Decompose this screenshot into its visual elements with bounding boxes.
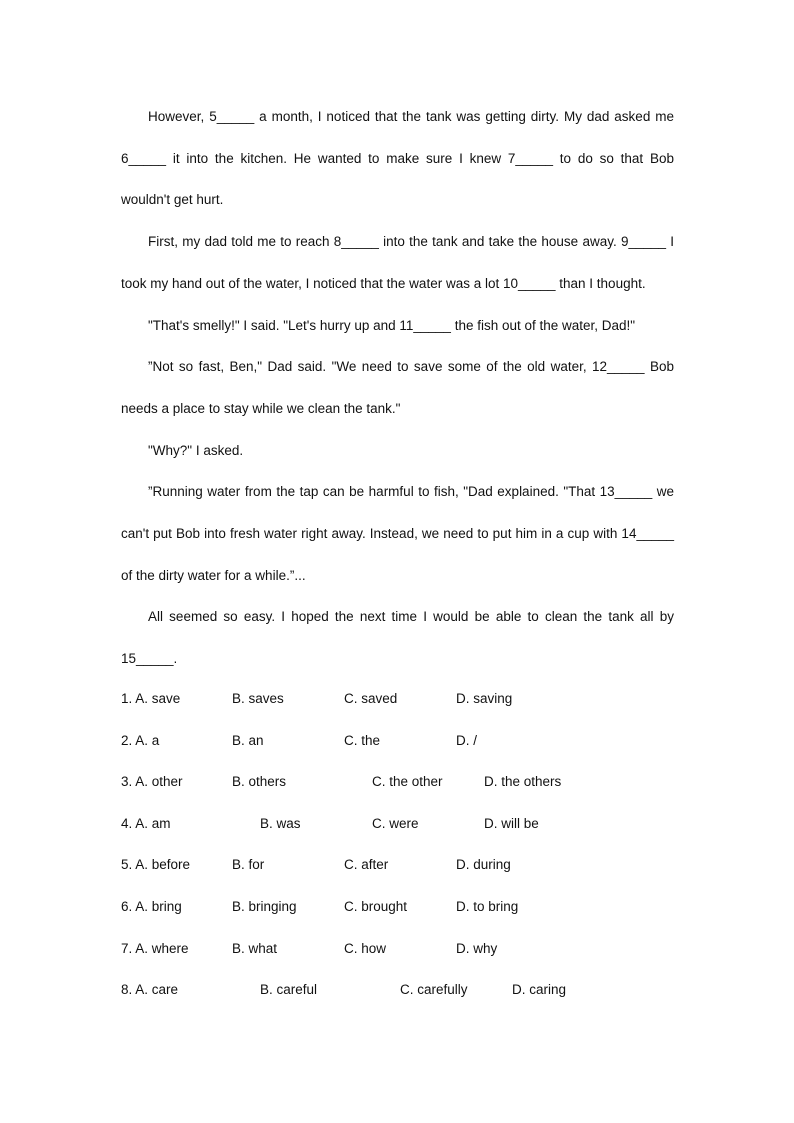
option-b: B. for [232, 857, 265, 873]
answer-options [121, 678, 681, 1011]
paragraph-3: "That's smelly!" I said. "Let's hurry up and 11_____ the fish out of the water, Dad!" [148, 317, 636, 333]
option-row-4 [121, 803, 681, 845]
option-b: B. others [232, 774, 287, 790]
option-row-3 [121, 761, 681, 803]
option-d: D. / [456, 732, 478, 748]
option-c: C. the [344, 732, 381, 748]
option-a: 6. A. bring [121, 898, 182, 914]
option-a: 2. A. a [121, 732, 160, 748]
option-b: B. an [232, 732, 264, 748]
option-c: C. after [344, 857, 389, 873]
option-d: D. the others [484, 774, 562, 790]
option-d: D. why [456, 940, 498, 956]
paragraph-5: "Why?" I asked. [148, 442, 244, 458]
paragraph-7: All seemed so easy. I hoped the next time I would be able to clean the tank all by 15_____. [121, 609, 674, 667]
option-b: B. was [260, 815, 301, 831]
option-d: D. caring [512, 982, 567, 998]
option-d: D. to bring [456, 898, 519, 914]
option-d: D. during [456, 857, 511, 873]
option-a: 4. A. am [121, 815, 171, 831]
option-d: D. saving [456, 691, 513, 706]
option-a: 1. A. save [121, 691, 181, 706]
option-b: B. what [232, 940, 278, 956]
paragraph-2: First, my dad told me to reach 8_____ into the tank and take the house away. 9_____ I took my hand out of the water, I noticed that the water was a lot 10_____ than I thought. [121, 234, 674, 291]
option-b: B. careful [260, 982, 318, 998]
option-row-2 [121, 720, 681, 762]
paragraph-1: However, 5_____ a month, I noticed that the tank was getting dirty. My dad asked me 6_____ it into the kitchen. He wanted to make sure I knew 7_____ to do so that Bob wouldn't get hurt. [121, 109, 674, 208]
option-c: C. carefully [400, 982, 468, 998]
option-a: 7. A. where [121, 940, 189, 956]
option-a: 3. A. other [121, 774, 183, 790]
paragraph-4: ”Not so fast, Ben," Dad said. "We need to save some of the old water, 12_____ Bob needs a place to stay while we clean the tank." [121, 359, 674, 416]
option-c: C. brought [344, 898, 408, 914]
option-row-7 [121, 928, 681, 970]
option-c: C. the other [372, 774, 443, 790]
option-a: 5. A. before [121, 857, 191, 873]
option-c: C. how [344, 940, 387, 956]
reading-passage [121, 96, 674, 680]
option-row-5 [121, 844, 681, 886]
option-d: D. will be [484, 815, 539, 831]
paragraph-6: ”Running water from the tap can be harmful to fish, "Dad explained. "That 13_____ we can't put Bob into fresh water right away. Instead, we need to put him in a cup with 14_____ of the dirty water for a while.”... [121, 484, 674, 583]
option-c: C. saved [344, 691, 398, 706]
option-c: C. were [372, 815, 419, 831]
option-b: B. saves [232, 691, 284, 706]
option-row-8 [121, 969, 681, 1011]
option-b: B. bringing [232, 898, 297, 914]
option-row-6 [121, 886, 681, 928]
option-row-1 [121, 678, 681, 720]
option-a: 8. A. care [121, 982, 179, 998]
